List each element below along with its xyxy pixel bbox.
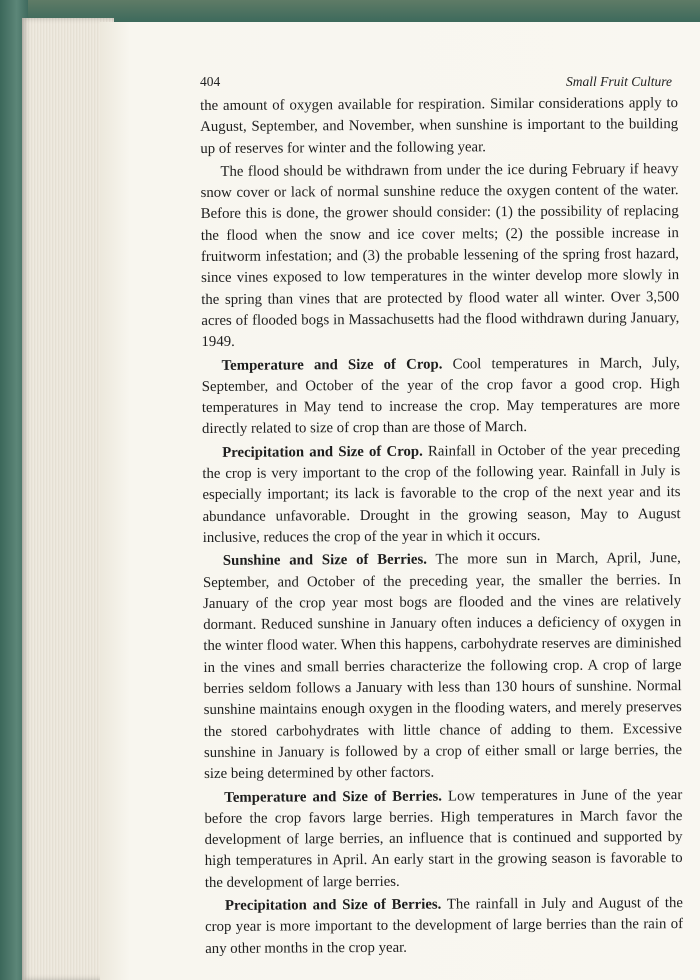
- paragraph-text: Low temperatures in June of the year before the crop favors large berries. High temperatures in March favor the development of large berries, an influence that is continued and supported by high temperatures in April. An early start in the growing season is favorable to the development of large berries.: [204, 786, 683, 891]
- paragraph-text: the amount of oxygen available for respiration. Similar considerations apply to August, September, and November, when sunshine is important to the building up of reserves for winter and the following year.: [200, 95, 679, 157]
- chapter-title: Small Fruit Culture: [565, 74, 672, 89]
- paragraph-text: Cool temperatures in March, July, September, and October of the year of the crop favor a good crop. High temperatures in May tend to increase the crop. May temperatures are more directly related to size of crop than are those of March.: [201, 354, 680, 438]
- paragraph-text: Rainfall in October of the year preceding the crop is very important to the crop of the following year. Rainfall in July is especially important; its lack is favorable to the crop of the next year and its abundance unfavorable. Drought in the growing season, May to August inclusive, reduces the crop of the year in which it occurs.: [202, 441, 681, 546]
- paragraph-temperature-crop: [202, 353, 681, 441]
- paragraph-text: The rainfall in July and August of the crop year is more important to the development of large berries than the rain of any other months in the crop year.: [205, 895, 684, 957]
- paragraph-flood-withdrawal: [200, 159, 679, 354]
- paragraph-precipitation-crop: [202, 440, 681, 549]
- body-text: [200, 93, 683, 960]
- running-head: [200, 74, 672, 92]
- paragraph-sunshine-berries: [203, 548, 682, 785]
- paragraph-text: The more sun in March, April, June, September, and October of the preceding year, the smaller the berries. In January of the crop year most bogs are flooded and the vines are relatively dormant. Reduced sunshine in January often induces a deficiency of oxygen in the winter flood water. When this happens, carbohydrate reserves are diminished in the vines and small berries characterize the following crop. A crop of large berries seldom follows a January with less than 130 hours of sunshine. Normal sunshine maintains enough oxygen in the flooding waters, and merely preserves the stored carbohydrates with little chance of adding to them. Excessive sunshine in January is followed by a crop of either small or large berries, the size being determined by other factors.: [202, 550, 683, 783]
- section-heading: Temperature and Size of Crop.: [221, 356, 443, 374]
- paragraph-text: The flood should be withdrawn from under the ice during February if heavy snow cover or lack of normal sunshine reduce the oxygen content of the water. Before this is done, the grower should consider: (1) the possibility of replacing the flood when the snow and ice cover melts; (2) the possible increase in fruitworm infestation; and (3) the probable lessening of the spring frost hazard, since vines exposed to low temperatures in the winter develop more slowly in the spring than vines that are protected by flood water all winter. Over 3,500 acres of flooded bogs in Massachusetts had the flood withdrawn during January, 1949.: [200, 160, 680, 351]
- page-number: 404: [200, 74, 221, 89]
- section-heading: Sunshine and Size of Berries.: [222, 551, 427, 570]
- section-heading: Temperature and Size of Berries.: [224, 788, 443, 806]
- paragraph-continuation: [200, 93, 678, 160]
- section-heading: Precipitation and Size of Crop.: [222, 443, 423, 461]
- paragraph-temperature-berries: [204, 785, 683, 894]
- paragraph-precipitation-berries: [205, 893, 683, 960]
- section-heading: Precipitation and Size of Berries.: [224, 896, 442, 914]
